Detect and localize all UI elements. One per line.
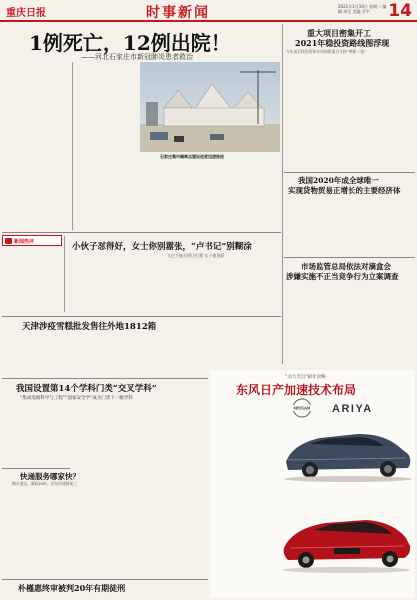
discipline-subhead: “集成电路科学与工程”“国家安全学”成为门类下一级学科 — [20, 396, 133, 401]
construction-scene-image — [140, 62, 280, 152]
tianjin-body-col-2 — [74, 333, 142, 375]
delivery-headline: 快递服务哪家快？ — [20, 472, 80, 481]
tianjin-headline: 天津涉疫雪糕批发售往外地1812箱 — [22, 322, 157, 332]
tag-label: 新闻热评 — [14, 239, 35, 245]
trade-headline-2: 实现货物贸易正增长的主要经济体 — [288, 186, 401, 195]
nissan-logo — [288, 399, 316, 417]
trade-body-col-1 — [285, 196, 348, 254]
pension-body-col-2 — [140, 260, 210, 312]
tianjin-body-col-3 — [145, 333, 208, 375]
masthead — [0, 0, 417, 22]
ad-body-col-2 — [372, 478, 415, 590]
ad-title: 东风日产加速技术布局 — [236, 383, 357, 397]
ariya-suv-image — [284, 434, 412, 482]
pension-subhead: 大巴不能合理让位置 女子被免职 — [167, 253, 225, 258]
ad-body-col-1 — [213, 398, 278, 594]
tianjin-body-col-1 — [3, 333, 71, 375]
comment-body — [2, 250, 62, 312]
lead-headline: 1例死亡，12例出院！ — [29, 31, 231, 55]
svg-text:NISSAN: NISSAN — [293, 405, 311, 411]
regulation-body-col-1 — [285, 283, 348, 361]
lead-body-col-2b — [74, 162, 140, 230]
projects-body-col-1 — [285, 56, 348, 170]
issue-meta: 2021年1月19日 星期二 编辑 周尤 美编 乔宇 — [338, 4, 387, 14]
news-comment-tag — [2, 235, 62, 246]
lead-photo — [140, 62, 280, 152]
projects-subhead: 今年前后续投资和专项债将重点支持“两新一重” — [286, 49, 366, 54]
regulation-headline-1: 市场监管总局依法对滴盒会 — [301, 262, 391, 271]
pension-body-col-3 — [212, 260, 280, 312]
lead-photo-caption: 石家庄集中隔离点建设进度迅速推进 — [160, 154, 224, 159]
trade-headline-1: 我国2020年成全球唯一 — [298, 176, 379, 185]
side-body-col — [212, 320, 280, 368]
rescue-headline: 朴槿惠终审被判20年有期徒刑 — [18, 583, 126, 593]
lead-body-col-3 — [143, 162, 209, 230]
projects-headline-1: 重大项目密集开工 — [307, 28, 371, 38]
page-number: 14 — [388, 1, 412, 21]
trade-body-col-2 — [350, 196, 414, 254]
pension-headline: 小伙子怼得好，女士你别嚣张，“卢书记”别糊涂 — [72, 242, 252, 252]
lead-subhead: ——河北石家庄市新冠肺炎患者救治 — [81, 53, 193, 61]
discipline-body-col-1 — [3, 403, 69, 463]
projects-headline-2: 2021年稳投资路线图浮现 — [295, 38, 390, 48]
lead-body-col-2 — [74, 62, 140, 148]
discipline-body-col-3 — [141, 403, 207, 593]
delivery-body — [3, 488, 69, 574]
delivery-subhead: 顺丰速运、邮政EMS、京东快递排前三 — [12, 481, 78, 486]
projects-body-col-2 — [350, 56, 414, 170]
ad-kicker: “动力光启”耐化攻略 — [285, 375, 326, 380]
regulation-body-col-2 — [350, 283, 414, 361]
pension-body-col-1 — [67, 260, 137, 312]
section-title: 时事新闻 — [146, 5, 210, 21]
discipline-body-col-2 — [72, 403, 138, 489]
comment-icon — [5, 238, 12, 244]
discipline-headline: 我国设置第14个学科门类“交叉学科” — [16, 384, 157, 394]
lead-body-col-1 — [3, 62, 70, 230]
regulation-headline-2: 涉嫌实施不正当竞争行为立案调查 — [286, 272, 399, 281]
newspaper-logo: 重庆日报 — [6, 8, 46, 19]
ariya-wordmark: ARIYA — [332, 403, 373, 415]
